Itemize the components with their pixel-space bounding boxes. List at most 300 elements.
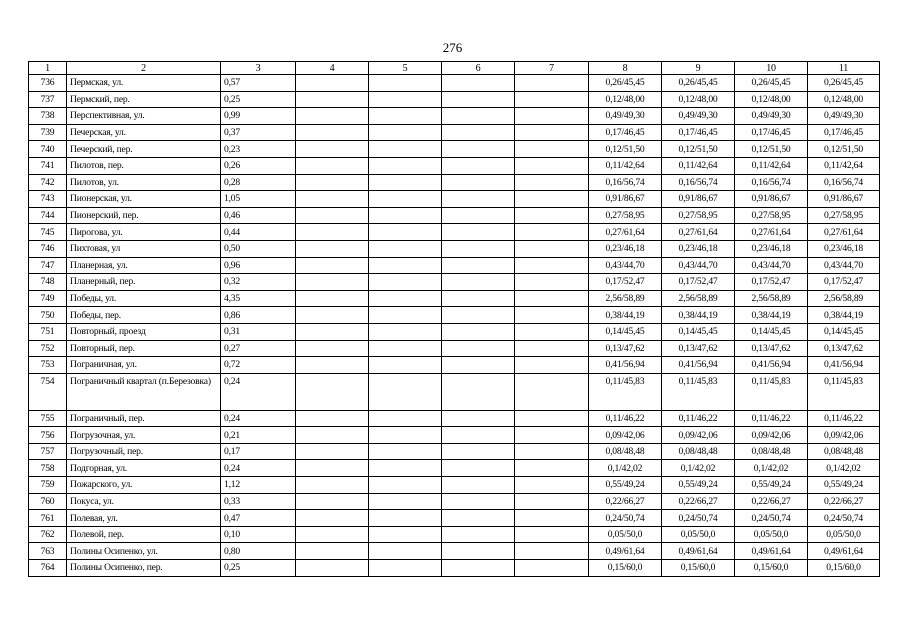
column-header: 3	[221, 62, 296, 75]
empty-cell	[369, 460, 442, 477]
value-cell: 0,43/44,70	[735, 257, 808, 274]
table-row	[29, 240, 880, 257]
value-cell: 0,24/50,74	[808, 510, 880, 527]
value-cell: 0,11/45,83	[735, 373, 808, 410]
street-name-cell: Перспективная, ул.	[67, 108, 221, 125]
table-row	[29, 493, 880, 510]
length-cell: 0,23	[221, 141, 296, 158]
value-cell: 0,23/46,18	[589, 240, 662, 257]
value-cell: 0,11/42,64	[662, 157, 735, 174]
empty-cell	[296, 191, 369, 208]
length-cell: 1,05	[221, 191, 296, 208]
empty-cell	[442, 543, 515, 560]
empty-cell	[296, 427, 369, 444]
empty-cell	[369, 207, 442, 224]
empty-cell	[296, 274, 369, 291]
value-cell: 0,11/42,64	[808, 157, 880, 174]
row-number-cell: 736	[29, 75, 67, 92]
empty-cell	[515, 290, 589, 307]
row-number-cell: 761	[29, 510, 67, 527]
row-number-cell: 749	[29, 290, 67, 307]
empty-cell	[369, 274, 442, 291]
value-cell: 0,27/61,64	[735, 224, 808, 241]
value-cell: 0,05/50,0	[589, 526, 662, 543]
table-row	[29, 477, 880, 494]
empty-cell	[442, 373, 515, 410]
empty-cell	[296, 157, 369, 174]
column-header: 6	[442, 62, 515, 75]
row-number-cell: 764	[29, 560, 67, 577]
empty-cell	[515, 560, 589, 577]
row-number-cell: 755	[29, 410, 67, 427]
empty-cell	[515, 443, 589, 460]
empty-cell	[296, 443, 369, 460]
empty-cell	[369, 357, 442, 374]
empty-cell	[296, 124, 369, 141]
empty-cell	[369, 124, 442, 141]
empty-cell	[296, 141, 369, 158]
table-row	[29, 443, 880, 460]
value-cell: 0,15/60,0	[735, 560, 808, 577]
value-cell: 0,27/58,95	[589, 207, 662, 224]
column-header: 2	[67, 62, 221, 75]
value-cell: 0,12/48,00	[735, 91, 808, 108]
street-name-cell: Пермская, ул.	[67, 75, 221, 92]
empty-cell	[296, 493, 369, 510]
empty-cell	[515, 75, 589, 92]
value-cell: 0,17/46,45	[589, 124, 662, 141]
value-cell: 2,56/58,89	[662, 290, 735, 307]
value-cell: 0,12/51,50	[808, 141, 880, 158]
value-cell: 0,26/45,45	[662, 75, 735, 92]
row-number-cell: 758	[29, 460, 67, 477]
length-cell: 0,72	[221, 357, 296, 374]
value-cell: 0,49/61,64	[808, 543, 880, 560]
value-cell: 2,56/58,89	[735, 290, 808, 307]
length-cell: 0,99	[221, 108, 296, 125]
value-cell: 0,14/45,45	[589, 323, 662, 340]
value-cell: 0,17/52,47	[589, 274, 662, 291]
value-cell: 0,38/44,19	[735, 307, 808, 324]
table-row	[29, 257, 880, 274]
value-cell: 0,23/46,18	[808, 240, 880, 257]
table-row	[29, 526, 880, 543]
row-number-cell: 746	[29, 240, 67, 257]
row-number-cell: 754	[29, 373, 67, 410]
street-name-cell: Пограничная, ул.	[67, 357, 221, 374]
table-body	[29, 75, 880, 577]
value-cell: 0,08/48,48	[735, 443, 808, 460]
row-number-cell: 759	[29, 477, 67, 494]
value-cell: 0,43/44,70	[808, 257, 880, 274]
empty-cell	[442, 410, 515, 427]
length-cell: 0,31	[221, 323, 296, 340]
empty-cell	[296, 108, 369, 125]
empty-cell	[515, 157, 589, 174]
row-number-cell: 737	[29, 91, 67, 108]
empty-cell	[369, 290, 442, 307]
row-number-cell: 751	[29, 323, 67, 340]
length-cell: 0,24	[221, 460, 296, 477]
row-number-cell: 752	[29, 340, 67, 357]
value-cell: 0,11/42,64	[589, 157, 662, 174]
length-cell: 0,86	[221, 307, 296, 324]
empty-cell	[515, 91, 589, 108]
street-name-cell: Полевой, пер.	[67, 526, 221, 543]
value-cell: 0,16/56,74	[808, 174, 880, 191]
empty-cell	[369, 493, 442, 510]
table-row	[29, 91, 880, 108]
value-cell: 0,27/58,95	[735, 207, 808, 224]
value-cell: 0,22/66,27	[662, 493, 735, 510]
value-cell: 0,09/42,06	[662, 427, 735, 444]
empty-cell	[515, 240, 589, 257]
empty-cell	[369, 323, 442, 340]
empty-cell	[442, 290, 515, 307]
empty-cell	[442, 224, 515, 241]
empty-cell	[369, 191, 442, 208]
empty-cell	[296, 257, 369, 274]
value-cell: 0,13/47,62	[589, 340, 662, 357]
empty-cell	[369, 257, 442, 274]
length-cell: 0,47	[221, 510, 296, 527]
value-cell: 0,17/52,47	[735, 274, 808, 291]
empty-cell	[442, 141, 515, 158]
value-cell: 0,27/58,95	[808, 207, 880, 224]
value-cell: 0,91/86,67	[808, 191, 880, 208]
value-cell: 0,05/50,0	[662, 526, 735, 543]
empty-cell	[369, 443, 442, 460]
empty-cell	[442, 108, 515, 125]
empty-cell	[296, 207, 369, 224]
value-cell: 0,09/42,06	[808, 427, 880, 444]
value-cell: 0,27/61,64	[589, 224, 662, 241]
empty-cell	[369, 410, 442, 427]
street-name-cell: Полевая, ул.	[67, 510, 221, 527]
value-cell: 0,49/49,30	[808, 108, 880, 125]
length-cell: 0,32	[221, 274, 296, 291]
empty-cell	[296, 174, 369, 191]
empty-cell	[296, 526, 369, 543]
value-cell: 0,11/46,22	[808, 410, 880, 427]
value-cell: 0,08/48,48	[589, 443, 662, 460]
street-name-cell: Повторный, проезд	[67, 323, 221, 340]
empty-cell	[515, 460, 589, 477]
empty-cell	[515, 510, 589, 527]
empty-cell	[442, 207, 515, 224]
value-cell: 0,41/56,94	[589, 357, 662, 374]
empty-cell	[369, 108, 442, 125]
value-cell: 0,55/49,24	[735, 477, 808, 494]
table-row	[29, 174, 880, 191]
street-name-cell: Пожарского, ул.	[67, 477, 221, 494]
column-header: 1	[29, 62, 67, 75]
value-cell: 0,13/47,62	[808, 340, 880, 357]
length-cell: 0,27	[221, 340, 296, 357]
column-header: 5	[369, 62, 442, 75]
value-cell: 0,08/48,48	[808, 443, 880, 460]
empty-cell	[515, 340, 589, 357]
row-number-cell: 742	[29, 174, 67, 191]
empty-cell	[369, 543, 442, 560]
empty-cell	[442, 560, 515, 577]
value-cell: 0,55/49,24	[662, 477, 735, 494]
value-cell: 0,1/42,02	[808, 460, 880, 477]
value-cell: 0,49/61,64	[589, 543, 662, 560]
value-cell: 0,91/86,67	[589, 191, 662, 208]
value-cell: 0,16/56,74	[589, 174, 662, 191]
empty-cell	[442, 340, 515, 357]
empty-cell	[442, 240, 515, 257]
table-row	[29, 460, 880, 477]
value-cell: 0,17/46,45	[662, 124, 735, 141]
table-row	[29, 141, 880, 158]
length-cell: 0,28	[221, 174, 296, 191]
row-number-cell: 762	[29, 526, 67, 543]
value-cell: 0,17/52,47	[662, 274, 735, 291]
value-cell: 0,24/50,74	[735, 510, 808, 527]
length-cell: 0,25	[221, 91, 296, 108]
empty-cell	[515, 274, 589, 291]
length-cell: 0,57	[221, 75, 296, 92]
value-cell: 0,43/44,70	[662, 257, 735, 274]
column-header: 4	[296, 62, 369, 75]
value-cell: 0,12/51,50	[662, 141, 735, 158]
value-cell: 0,17/46,45	[808, 124, 880, 141]
empty-cell	[296, 373, 369, 410]
empty-cell	[296, 240, 369, 257]
length-cell: 0,96	[221, 257, 296, 274]
length-cell: 0,50	[221, 240, 296, 257]
value-cell: 0,49/61,64	[662, 543, 735, 560]
street-name-cell: Пионерский, пер.	[67, 207, 221, 224]
value-cell: 0,15/60,0	[662, 560, 735, 577]
row-number-cell: 750	[29, 307, 67, 324]
street-name-cell: Планерная, ул.	[67, 257, 221, 274]
value-cell: 0,12/48,00	[808, 91, 880, 108]
value-cell: 0,23/46,18	[662, 240, 735, 257]
street-name-cell: Полины Осипенко, ул.	[67, 543, 221, 560]
value-cell: 0,12/48,00	[662, 91, 735, 108]
value-cell: 0,23/46,18	[735, 240, 808, 257]
street-name-cell: Печерская, ул.	[67, 124, 221, 141]
row-number-cell: 756	[29, 427, 67, 444]
value-cell: 0,22/66,27	[808, 493, 880, 510]
value-cell: 0,1/42,02	[589, 460, 662, 477]
street-name-cell: Пихтовая, ул	[67, 240, 221, 257]
table-row	[29, 274, 880, 291]
value-cell: 0,27/61,64	[662, 224, 735, 241]
row-number-cell: 741	[29, 157, 67, 174]
length-cell: 0,24	[221, 410, 296, 427]
table-row	[29, 560, 880, 577]
value-cell: 0,49/61,64	[735, 543, 808, 560]
row-number-cell: 753	[29, 357, 67, 374]
value-cell: 0,11/46,22	[662, 410, 735, 427]
table-row	[29, 427, 880, 444]
empty-cell	[515, 373, 589, 410]
value-cell: 0,24/50,74	[589, 510, 662, 527]
empty-cell	[442, 274, 515, 291]
empty-cell	[442, 526, 515, 543]
empty-cell	[369, 477, 442, 494]
length-cell: 0,10	[221, 526, 296, 543]
length-cell: 0,24	[221, 373, 296, 410]
street-name-cell: Пилотов, ул.	[67, 174, 221, 191]
street-name-cell: Победы, пер.	[67, 307, 221, 324]
empty-cell	[369, 340, 442, 357]
table-row	[29, 410, 880, 427]
street-name-cell: Печерский, пер.	[67, 141, 221, 158]
value-cell: 0,05/50,0	[808, 526, 880, 543]
empty-cell	[369, 224, 442, 241]
value-cell: 0,14/45,45	[735, 323, 808, 340]
street-name-cell: Погрузочная, ул.	[67, 427, 221, 444]
value-cell: 0,12/51,50	[589, 141, 662, 158]
value-cell: 0,08/48,48	[662, 443, 735, 460]
empty-cell	[369, 174, 442, 191]
table-row	[29, 543, 880, 560]
row-number-cell: 745	[29, 224, 67, 241]
value-cell: 0,22/66,27	[589, 493, 662, 510]
value-cell: 0,26/45,45	[589, 75, 662, 92]
empty-cell	[442, 157, 515, 174]
length-cell: 0,33	[221, 493, 296, 510]
table-row	[29, 290, 880, 307]
row-number-cell: 763	[29, 543, 67, 560]
value-cell: 2,56/58,89	[808, 290, 880, 307]
street-name-cell: Пограничный, пер.	[67, 410, 221, 427]
empty-cell	[515, 543, 589, 560]
empty-cell	[515, 257, 589, 274]
empty-cell	[296, 543, 369, 560]
empty-cell	[442, 191, 515, 208]
length-cell: 1,12	[221, 477, 296, 494]
value-cell: 0,43/44,70	[589, 257, 662, 274]
street-name-cell: Победы, ул.	[67, 290, 221, 307]
table-row	[29, 307, 880, 324]
value-cell: 0,15/60,0	[589, 560, 662, 577]
page-number: 276	[442, 40, 463, 55]
table-row	[29, 191, 880, 208]
empty-cell	[442, 443, 515, 460]
empty-cell	[369, 560, 442, 577]
table-row	[29, 75, 880, 92]
value-cell: 0,11/45,83	[662, 373, 735, 410]
street-name-cell: Планерный, пер.	[67, 274, 221, 291]
row-number-cell: 757	[29, 443, 67, 460]
empty-cell	[515, 207, 589, 224]
empty-cell	[369, 373, 442, 410]
street-table	[28, 61, 880, 577]
length-cell: 0,25	[221, 560, 296, 577]
street-name-cell: Пограничный квартал (п.Березовка)	[67, 373, 221, 410]
header-row	[29, 62, 880, 75]
length-cell: 0,46	[221, 207, 296, 224]
value-cell: 0,05/50,0	[735, 526, 808, 543]
length-cell: 4,35	[221, 290, 296, 307]
empty-cell	[296, 357, 369, 374]
value-cell: 0,41/56,94	[662, 357, 735, 374]
table-row	[29, 510, 880, 527]
value-cell: 0,17/52,47	[808, 274, 880, 291]
column-header: 11	[808, 62, 880, 75]
empty-cell	[296, 560, 369, 577]
street-name-cell: Повторный, пер.	[67, 340, 221, 357]
table-row	[29, 357, 880, 374]
value-cell: 0,38/44,19	[589, 307, 662, 324]
value-cell: 0,15/60,0	[808, 560, 880, 577]
empty-cell	[515, 124, 589, 141]
empty-cell	[442, 124, 515, 141]
column-header: 8	[589, 62, 662, 75]
empty-cell	[296, 323, 369, 340]
empty-cell	[369, 91, 442, 108]
row-number-cell: 739	[29, 124, 67, 141]
street-name-cell: Полины Осипенко, пер.	[67, 560, 221, 577]
empty-cell	[515, 477, 589, 494]
value-cell: 0,27/58,95	[662, 207, 735, 224]
row-number-cell: 740	[29, 141, 67, 158]
empty-cell	[515, 307, 589, 324]
value-cell: 0,13/47,62	[662, 340, 735, 357]
table-row	[29, 108, 880, 125]
length-cell: 0,44	[221, 224, 296, 241]
empty-cell	[296, 510, 369, 527]
empty-cell	[442, 510, 515, 527]
value-cell: 0,91/86,67	[735, 191, 808, 208]
value-cell: 0,26/45,45	[735, 75, 808, 92]
empty-cell	[369, 240, 442, 257]
street-name-cell: Погрузочный, пер.	[67, 443, 221, 460]
table-row	[29, 207, 880, 224]
value-cell: 2,56/58,89	[589, 290, 662, 307]
empty-cell	[515, 174, 589, 191]
length-cell: 0,21	[221, 427, 296, 444]
empty-cell	[369, 526, 442, 543]
table-row	[29, 373, 880, 410]
value-cell: 0,09/42,06	[589, 427, 662, 444]
empty-cell	[515, 323, 589, 340]
length-cell: 0,37	[221, 124, 296, 141]
empty-cell	[515, 526, 589, 543]
empty-cell	[515, 357, 589, 374]
empty-cell	[442, 323, 515, 340]
value-cell: 0,27/61,64	[808, 224, 880, 241]
value-cell: 0,49/49,30	[589, 108, 662, 125]
value-cell: 0,1/42,02	[735, 460, 808, 477]
empty-cell	[296, 410, 369, 427]
value-cell: 0,12/48,00	[589, 91, 662, 108]
table-row	[29, 323, 880, 340]
empty-cell	[296, 340, 369, 357]
table-row	[29, 224, 880, 241]
empty-cell	[442, 257, 515, 274]
empty-cell	[515, 191, 589, 208]
street-name-cell: Пилотов, пер.	[67, 157, 221, 174]
length-cell: 0,17	[221, 443, 296, 460]
street-name-cell: Пионерская, ул.	[67, 191, 221, 208]
value-cell: 0,38/44,19	[808, 307, 880, 324]
empty-cell	[442, 493, 515, 510]
empty-cell	[442, 91, 515, 108]
value-cell: 0,41/56,94	[808, 357, 880, 374]
value-cell: 0,49/49,30	[662, 108, 735, 125]
empty-cell	[296, 91, 369, 108]
value-cell: 0,09/42,06	[735, 427, 808, 444]
row-number-cell: 743	[29, 191, 67, 208]
table-row	[29, 124, 880, 141]
